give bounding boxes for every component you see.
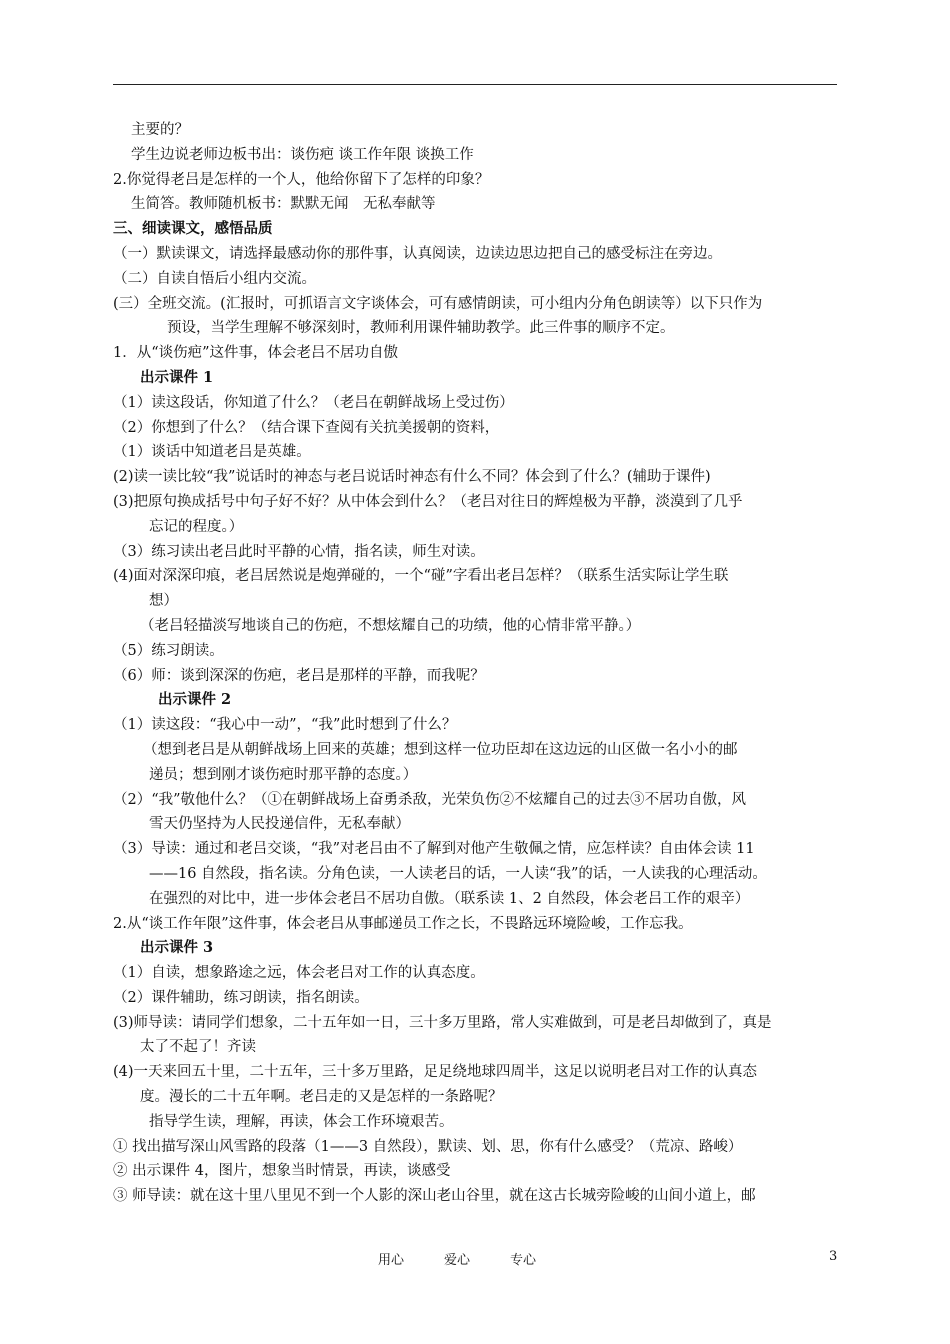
- text-line: 三、细读课文，感悟品质: [113, 220, 273, 238]
- text-line: （二）自读自悟后小组内交流。: [113, 270, 316, 287]
- text-line: (三）全班交流。(汇报时，可抓语言文字谈体会，可有感情朗读，可小组内分角色朗读等）以下只作为: [113, 295, 763, 312]
- text-line: 学生边说老师边板书出：谈伤疤 谈工作年限 谈换工作: [131, 146, 474, 163]
- text-line: （一）默读课文，请选择最感动你的那件事，认真阅读，边读边思边把自己的感受标注在旁边。: [113, 245, 722, 262]
- text-line: 出示课件 2: [158, 691, 232, 709]
- footer-slogan-item: 专心: [510, 1253, 537, 1268]
- text-line: （1）读这段：“我心中一动”，“我”此时想到了什么？: [113, 717, 457, 734]
- footer-slogan-item: 用心: [378, 1253, 405, 1268]
- text-line: 想）: [149, 593, 178, 610]
- text-line: （3）练习读出老吕此时平静的心情，指名读，师生对读。: [113, 543, 485, 560]
- text-line: 度。漫长的二十五年啊。老吕走的又是怎样的一条路呢？: [140, 1089, 503, 1106]
- text-line: （1）读这段话，你知道了什么？（老吕在朝鲜战场上受过伤）: [113, 394, 514, 411]
- text-line: （想到老吕是从朝鲜战场上回来的英雄；想到这样一位功臣却在这边远的山区做一名小小的邮: [143, 741, 738, 758]
- text-line: 出示课件 3: [140, 939, 214, 957]
- text-line: （2）你想到了什么？（结合课下查阅有关抗美援朝的资料，: [113, 419, 500, 436]
- page-number: 3: [829, 1249, 838, 1264]
- text-line: (3)把原句换成括号中句子好不好？从中体会到什么？（老吕对往日的辉煌极为平静，淡漠到了几乎: [113, 493, 743, 510]
- text-line: ——16 自然段，指名读。分角色读，一人读老吕的话，一人读“我”的话，一人读我的心理活动。: [149, 865, 767, 882]
- text-line: ① 找出描写深山风雪路的段落（1——3 自然段），默读、划、思，你有什么感受？（荒凉、路峻）: [113, 1138, 743, 1155]
- text-line: 预设，当学生理解不够深刻时，教师利用课件辅助教学。此三件事的顺序不定。: [167, 320, 675, 337]
- text-line: （6）师：谈到深深的伤疤，老吕是那样的平静，而我呢？: [113, 667, 485, 684]
- text-line: 2.你觉得老吕是怎样的一个人，他给你留下了怎样的印象？: [113, 171, 490, 188]
- text-line: （3）导读：通过和老吕交谈，“我”对老吕由不了解到对他产生敬佩之情，应怎样读？自由体会读 11: [113, 841, 755, 858]
- text-line: ② 出示课件 4，图片，想象当时情景，再读，谈感受: [113, 1163, 451, 1180]
- text-line: 主要的？: [131, 122, 189, 138]
- text-line: ③ 师导读：就在这十里八里见不到一个人影的深山老山谷里，就在这古长城旁险峻的山间小道上，邮: [113, 1188, 756, 1205]
- text-line: （2）课件辅助，练习朗读，指名朗读。: [113, 989, 369, 1006]
- text-line: （1）自读，想象路途之远，体会老吕对工作的认真态度。: [113, 965, 485, 982]
- text-line: (4)一天来回五十里，二十五年，三十多万里路，足足绕地球四周半，这足以说明老吕对工作的认真态: [113, 1064, 758, 1081]
- text-line: 雪天仍坚持为人民投递信件，无私奉献）: [149, 816, 410, 833]
- text-line: 2.从“谈工作年限”这件事，体会老吕从事邮递员工作之长，不畏路远环境险峻，工作忘我。: [113, 915, 693, 932]
- footer-slogan: [378, 1249, 576, 1268]
- footer-slogan-item: 爱心: [444, 1253, 471, 1268]
- text-line: （老吕轻描淡写地谈自己的伤疤，不想炫耀自己的功绩，他的心情非常平静。）: [140, 617, 641, 634]
- header-rule: [113, 84, 837, 85]
- text-line: 指导学生读，理解，再读，体会工作环境艰苦。: [149, 1113, 454, 1130]
- text-line: (3)师导读：请同学们想象，二十五年如一日，三十多万里路，常人实难做到，可是老吕却做到了，真是: [113, 1014, 772, 1031]
- document-body: [113, 118, 843, 1209]
- text-line: 1．从“谈伤疤”这件事，体会老吕不居功自傲: [113, 345, 399, 362]
- text-line: (4)面对深深印痕，老吕居然说是炮弹碰的，一个“碰”字看出老吕怎样？（联系生活实际让学生联: [113, 568, 729, 585]
- text-line: （5）练习朗读。: [113, 642, 224, 659]
- text-line: 忘记的程度。）: [149, 518, 244, 535]
- text-line: （1）谈话中知道老吕是英雄。: [113, 444, 311, 461]
- text-line: 太了不起了！齐读: [140, 1039, 256, 1056]
- text-line: （2）“我”敬他什么？（①在朝鲜战场上奋勇杀敌，光荣负伤②不炫耀自己的过去③不居功自傲，风: [113, 791, 747, 808]
- text-line: 递员；想到刚才谈伤疤时那平静的态度。）: [149, 766, 418, 783]
- text-line: 生简答。教师随机板书：默默无闻 无私奉献等: [131, 196, 436, 213]
- text-line: 出示课件 1: [140, 368, 214, 386]
- text-line: (2)读一读比较“我”说话时的神态与老吕说话时神态有什么不同？体会到了什么？(辅助于课件): [113, 469, 711, 486]
- text-line: 在强烈的对比中，进一步体会老吕不居功自傲。（联系读 1、2 自然段，体会老吕工作的艰辛）: [149, 890, 750, 907]
